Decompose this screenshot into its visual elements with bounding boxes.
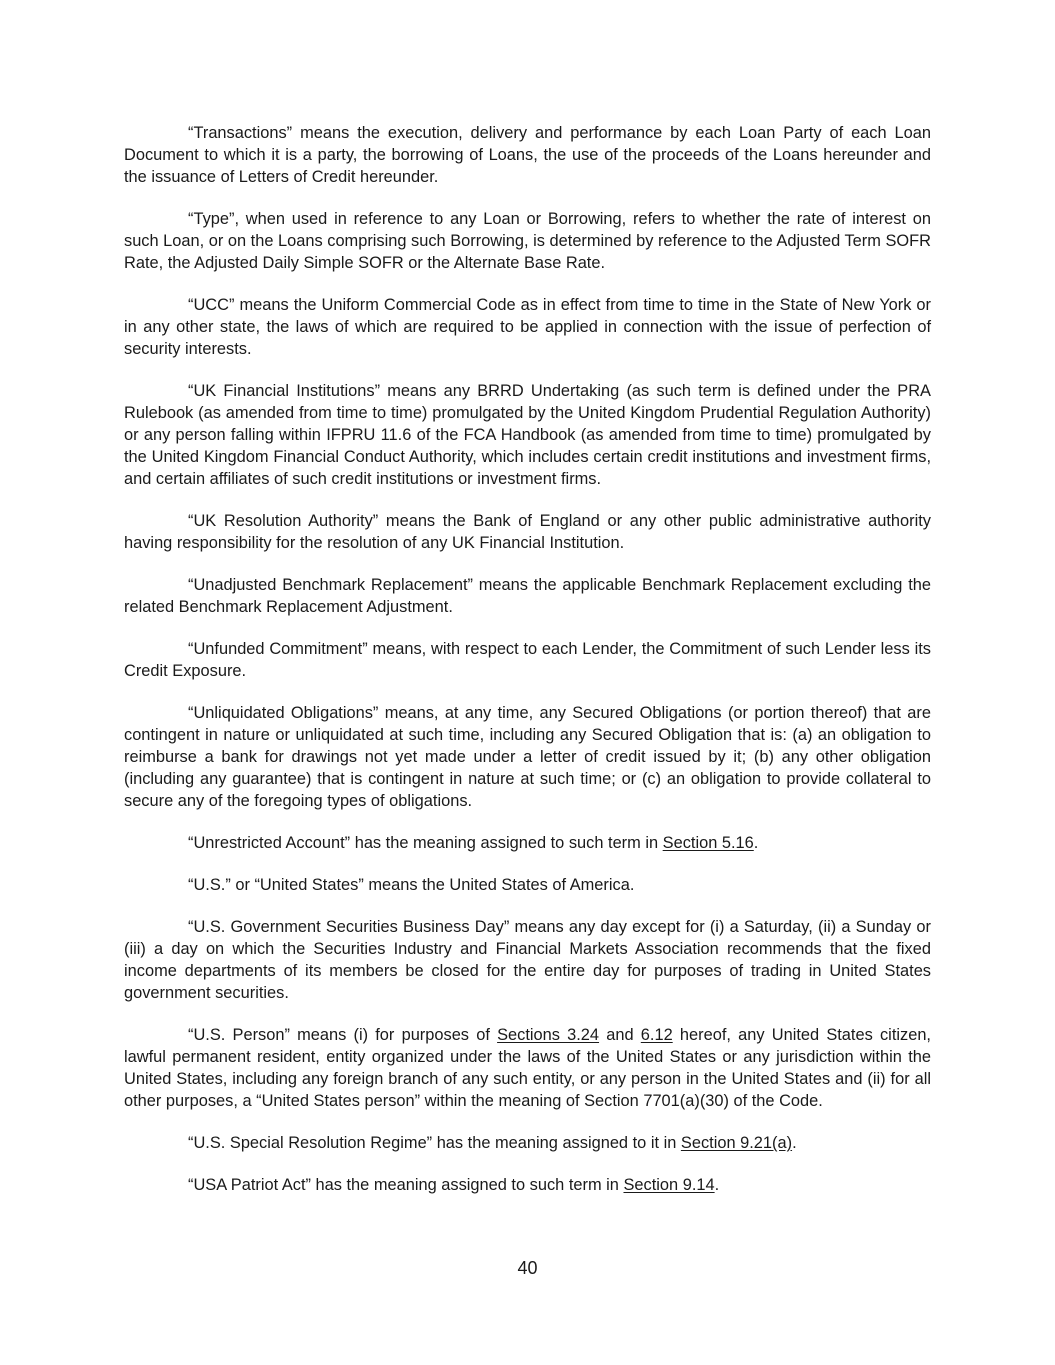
section-reference-link[interactable]: Section 9.21(a) [680, 1134, 793, 1152]
definition-unrestricted-account [124, 832, 931, 854]
definition-unadjusted-benchmark-replacement: “Unadjusted Benchmark Replacement” means the applicable Benchmark Replacement excluding the related Benchmark Replacement Adjustment. [124, 576, 931, 616]
definition-uk-financial-institutions: “UK Financial Institutions” means any BRRD Undertaking (as such term is defined under the PRA Rulebook (as amended from time to time) promulgated by the United Kingdom Prudential Regulation Authority) or any person falling within IFPRU 11.6 of the FCA Handbook (as amended from time to time) promulgated by the United Kingdom Financial Conduct Authority, which includes certain credit institutions and investment firms, and certain affiliates of such credit institutions or investment firms. [124, 382, 931, 488]
definition-text: “USA Patriot Act” has the meaning assigned to such term in [188, 1176, 624, 1194]
section-reference-link[interactable]: 6.12 [640, 1026, 673, 1044]
definition-us-person [124, 1024, 931, 1112]
definition-us: “U.S.” or “United States” means the United States of America. [188, 876, 635, 894]
definition-text: hereof, any United States citizen, lawful permanent resident, entity organized under the laws of the United States or any jurisdiction within the United States, including any foreign branch of any such entity, or any person in the United States and (ii) for all other purposes, a “United States person” within the meaning of Section 7701(a)(30) of the Code. [124, 1026, 931, 1110]
definition-unliquidated-obligations: “Unliquidated Obligations” means, at any time, any Secured Obligations (or portion thereof) that are contingent in nature or unliquidated at such time, including any Secured Obligation that is: (a) an obligation to reimburse a bank for drawings not yet made under a letter of credit issued by it; (b) any other obligation (including any guarantee) that is contingent in nature at such time; or (c) an obligation to provide collateral to secure any of the foregoing types of obligations. [124, 704, 931, 810]
definition-us-government-securities-business-day: “U.S. Government Securities Business Day” means any day except for (i) a Saturday, (ii) a Sunday or (iii) a day on which the Securities Industry and Financial Markets Association recommends that the fixed income departments of its members be closed for the entire day for purposes of trading in United States government securities. [124, 918, 931, 1002]
section-reference-link[interactable]: Sections 3.24 [497, 1026, 600, 1044]
definition-transactions: “Transactions” means the execution, delivery and performance by each Loan Party of each Loan Document to which it is a party, the borrowing of Loans, the use of the proceeds of the Loans hereunder and the issuance of Letters of Credit hereunder. [124, 124, 931, 186]
definition-type: “Type”, when used in reference to any Loan or Borrowing, refers to whether the rate of interest on such Loan, or on the Loans comprising such Borrowing, is determined by reference to the Adjusted Term SOFR Rate, the Adjusted Daily Simple SOFR or the Alternate Base Rate. [124, 210, 931, 272]
page-number: 40 [517, 1258, 538, 1278]
definition-ucc: “UCC” means the Uniform Commercial Code as in effect from time to time in the State of New York or in any other state, the laws of which are required to be applied in connection with the issue of perfection of security interests. [124, 296, 931, 358]
section-reference-link[interactable]: Section 9.14 [623, 1176, 715, 1194]
definition-uk-resolution-authority: “UK Resolution Authority” means the Bank of England or any other public administrative authority having responsibility for the resolution of any UK Financial Institution. [124, 512, 931, 552]
document-page [124, 122, 931, 1216]
section-reference-link[interactable]: Section 5.16 [662, 834, 754, 852]
definition-text: “U.S. Special Resolution Regime” has the meaning assigned to it in [188, 1134, 681, 1152]
definition-text: and [599, 1026, 641, 1044]
definition-us-special-resolution-regime [124, 1132, 931, 1154]
definition-end: . [714, 1176, 720, 1194]
definition-unfunded-commitment: “Unfunded Commitment” means, with respect to each Lender, the Commitment of such Lender less its Credit Exposure. [124, 640, 931, 680]
definition-usa-patriot-act [124, 1174, 931, 1196]
definition-end: . [753, 834, 759, 852]
definition-end: . [792, 1134, 797, 1152]
definition-text: “Unrestricted Account” has the meaning assigned to such term in [188, 834, 663, 852]
definition-text: “U.S. Person” means (i) for purposes of [188, 1026, 498, 1044]
